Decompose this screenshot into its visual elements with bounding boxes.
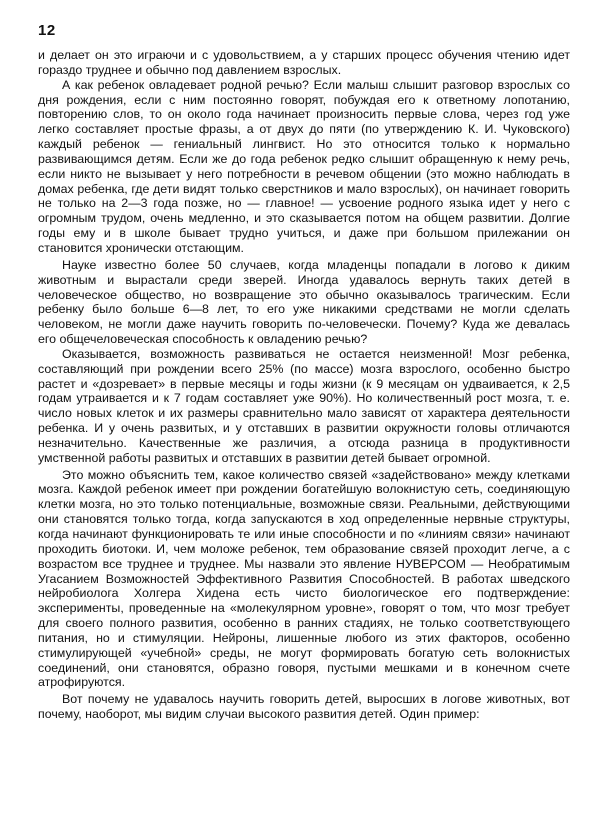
page-number: 12 [38,22,56,39]
paragraph: и делает он это играючи и с удовольствием, а у старших процесс обучения чтению идет гораздо труднее и обычно под давлением взрослых. [38,48,570,77]
paragraph: Науке известно более 50 случаев, когда младенцы попадали в логово к диким животным и вырастали среди зверей. Иногда удавалось вернуть таких детей в человеческое общество, но возвращение это обычно оказывалось трагическим. Если ребенку было больше 6—8 лет, то его уже никакими средствами не могли сделать человеком, не могли даже научить говорить по-человечески. Почему? Куда же девалась его общечеловеческая способность к овладению речью? [38,257,570,347]
paragraph: А как ребенок овладевает родной речью? Если малыш слышит разговор взрослых со дня рождения, если с ним постоянно говорят, побуждая его к ответному лопотанию, повторению слов, то он около года начинает произносить первые слова, через год уже легко составляет простые фразы, а от двух до пяти (по утверждению К. И. Чуковского) каждый ребенок — гениальный лингвист. Но это относится только к нормально развивающимся детям. Если же до года ребенок редко слышит обращенную к нему речь, если никто не вызывает у него потребности в речевом общении (это можно наблюдать в домах ребенка, где дети видят только сверстников и мало взрослых), он начинает говорить не только на 2—3 года позже, но — главное! — усвоение родного языка идет у него с огромным трудом, очень медленно, и это сказывается потом на общем развитии. Долгие годы ему и в школе бывает трудно учиться, и даже при большом прилежании он становится хронически отстающим. [38,77,570,255]
paragraph: Оказывается, возможность развиваться не остается неизменной! Мозг ребенка, составляющий при рождении всего 25% (по массе) мозга взрослого, особенно быстро растет и «дозревает» в первые месяцы и годы жизни (к 9 месяцам он удваивается, к 2,5 годам утраивается и к 7 годам составляет уже 90%). Но количественный рост мозга, т. е. число новых клеток и их размеры сравнительно мало зависят от характера деятельности ребенка. И у очень развитых, и у отставших в развитии окружности головы отличаются незначительно. Качественные же различия, а отсюда разница в продуктивности умственной работы развитых и отставших в развитии детей бывает огромной. [38,346,570,465]
body-text [38,48,570,722]
paragraph: Это можно объяснить тем, какое количество связей «задействовано» между клетками мозга. Каждой ребенок имеет при рождении богатейшую волокнистую сеть, соединяющую клетки мозга, но это только потенциальные, возможные связи. Реальными, действующими они становятся только тогда, когда запускаются в ход определенные нервные структуры, когда начинают функционировать те или иные способности и по «линиям связи» начинают проходить биотоки. И, чем моложе ребенок, тем образование связей проходит легче, а с возрастом все труднее и труднее. Мы назвали это явление НУВЕРСОМ — Необратимым Угасанием Возможностей Эффективного Развития Способностей. В работах шведского нейробиолога Холгера Хидена есть чисто биологическое его подтверждение: эксперименты, проведенные на «молекулярном уровне», говорят о том, что мозг требует для своего полного развития, особенно в ранних стадиях, не только соответствующего питания, но и стимуляции. Нейроны, лишенные любого из этих факторов, особенно стимулирующей «учебной» среды, не могут формировать богатую сеть волокнистых соединений, они становятся, образно говоря, пустыми мешками и в конечном счете атрофируются. [38,467,570,690]
paragraph: Вот почему не удавалось научить говорить детей, выросших в логове животных, вот почему, наоборот, мы видим случаи высокого развития детей. Один пример: [38,692,570,722]
